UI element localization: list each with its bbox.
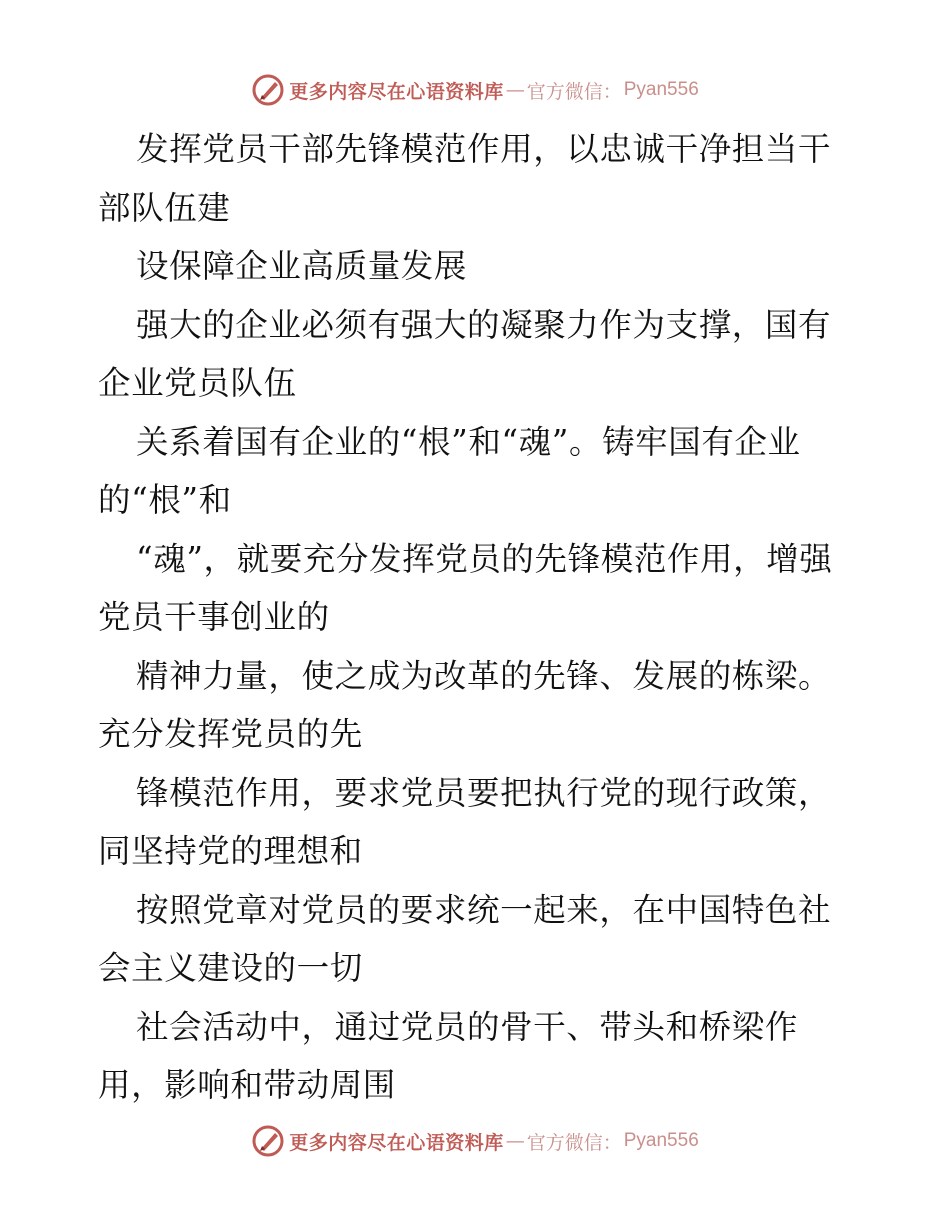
- footer-wechat-label: 官方微信：: [526, 1131, 622, 1154]
- document-body: [98, 120, 858, 1115]
- header-separator: —: [505, 79, 525, 101]
- paragraph: 设保障企业高质量发展: [136, 247, 468, 285]
- footer-wechat-id: Pyan556: [623, 1130, 699, 1151]
- paragraph: 精神力量，使之成为改革的先锋、发展的栋梁。充分发挥党员的先: [98, 656, 832, 753]
- paragraph: 发挥党员干部先锋模范作用，以忠诚干净担当干部队伍建: [98, 130, 832, 227]
- paragraph: “魂”，就要充分发挥党员的先锋模范作用，增强党员干事创业的: [98, 539, 833, 636]
- quill-pen-logo-icon: [251, 1124, 285, 1158]
- paragraph: 按照党章对党员的要求统一起来，在中国特色社会主义建设的一切: [98, 890, 832, 987]
- header-wechat-label: 官方微信：: [526, 80, 622, 103]
- header-brand-text: 更多内容尽在心语资料库: [289, 80, 504, 103]
- paragraph: 社会活动中，通过党员的骨干、带头和桥梁作用，影响和带动周围: [98, 1007, 799, 1104]
- header-banner: [0, 70, 950, 110]
- footer-banner: [0, 1121, 950, 1161]
- paragraph: 关系着国有企业的“根”和“魂”。铸牢国有企业的“根”和: [98, 422, 801, 519]
- quill-pen-logo-icon: [251, 73, 285, 107]
- footer-brand-text: 更多内容尽在心语资料库: [289, 1131, 504, 1154]
- header-wechat-id: Pyan556: [623, 79, 699, 100]
- paragraph: 锋模范作用，要求党员要把执行党的现行政策，同坚持党的理想和: [98, 773, 832, 870]
- footer-separator: —: [505, 1130, 525, 1152]
- paragraph: 强大的企业必须有强大的凝聚力作为支撑，国有企业党员队伍: [98, 305, 832, 402]
